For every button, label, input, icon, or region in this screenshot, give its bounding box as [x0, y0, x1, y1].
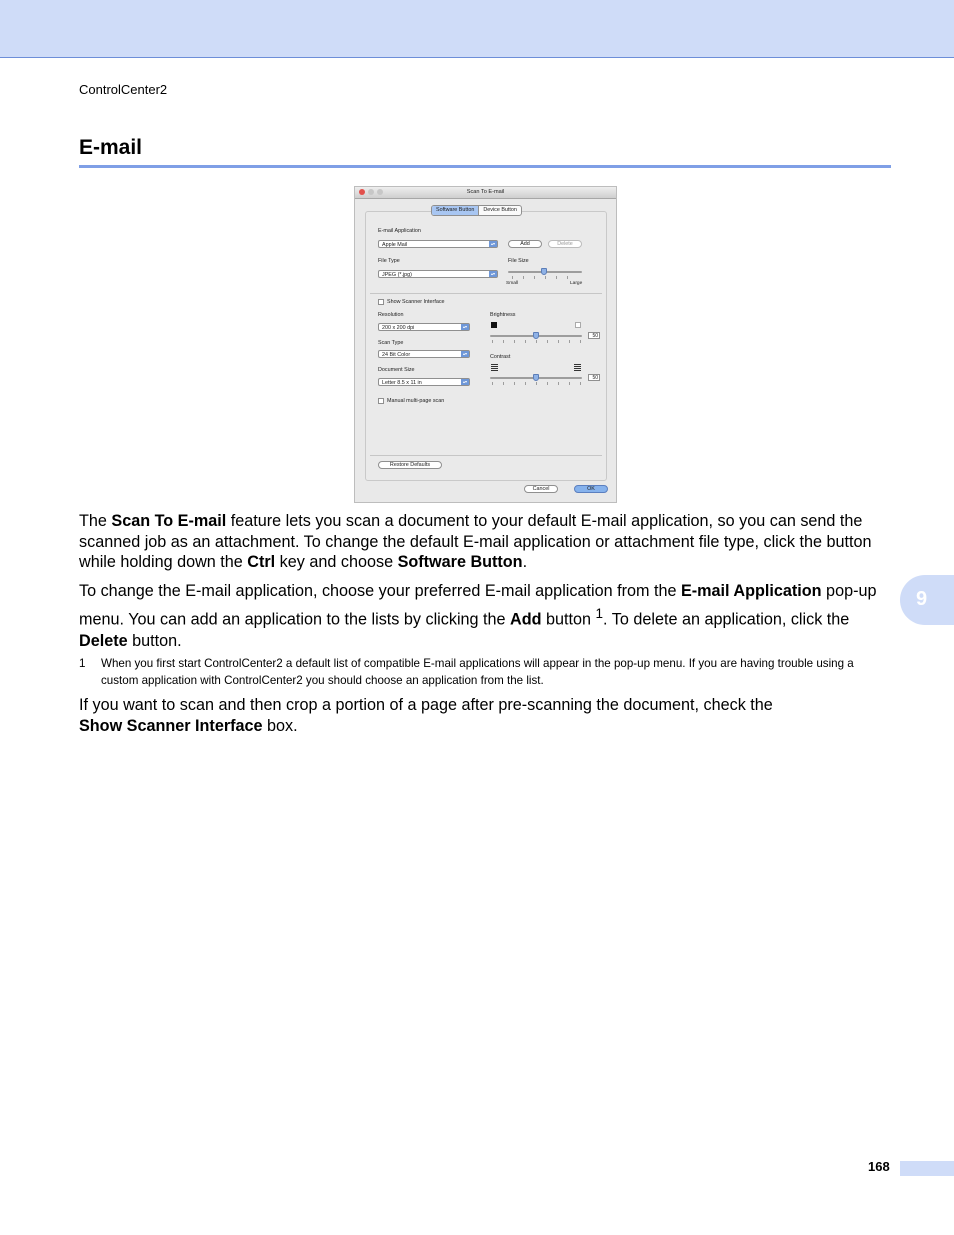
brightness-dark-icon — [491, 322, 497, 328]
chapter-tab — [900, 575, 954, 625]
contrast-high-icon — [574, 364, 581, 371]
brightness-label: Brightness — [490, 312, 516, 318]
show-scanner-interface-checkbox[interactable] — [378, 299, 384, 305]
file-type-value: JPEG (*.jpg) — [382, 272, 412, 278]
scan-type-value: 24 Bit Color — [382, 352, 411, 358]
resolution-label: Resolution — [378, 312, 404, 318]
text-run: . — [522, 553, 528, 571]
contrast-label: Contrast — [490, 354, 511, 360]
file-type-popup[interactable] — [378, 270, 498, 278]
popup-arrows-icon: ▴▾ — [490, 271, 495, 276]
restore-defaults-button[interactable]: Restore Defaults — [378, 461, 442, 469]
page-number: 168 — [868, 1159, 890, 1174]
contrast-slider-knob[interactable] — [533, 374, 539, 381]
scan-type-label: Scan Type — [378, 340, 404, 346]
brightness-value-field[interactable]: 50 — [588, 332, 600, 339]
text-run: To change the E-mail application, choose your preferred E-mail application from the — [79, 582, 681, 600]
term-ctrl: Ctrl — [247, 553, 276, 571]
running-header: ControlCenter2 — [79, 82, 168, 97]
footnote — [79, 656, 891, 689]
paragraph-change-email-app — [79, 580, 891, 653]
term-email-application: E-mail Application — [680, 582, 822, 600]
popup-arrows-icon: ▴▾ — [490, 241, 495, 246]
tab-device-button[interactable]: Device Button — [483, 207, 517, 213]
tab-segment — [431, 205, 522, 216]
resolution-popup[interactable] — [378, 323, 470, 331]
term-add: Add — [510, 609, 542, 628]
brightness-light-icon — [575, 322, 581, 328]
add-button[interactable]: Add — [508, 240, 542, 248]
email-app-value: Apple Mail — [382, 242, 408, 248]
contrast-value-field[interactable]: 50 — [588, 374, 600, 381]
scan-type-popup[interactable] — [378, 350, 470, 358]
brightness-slider-knob[interactable] — [533, 332, 539, 339]
scan-to-email-dialog — [354, 186, 617, 503]
text-run: feature lets you scan a document to your default E-mail application, so you can send the scanned job as an attachment. To change the default E-mail application or attachment file type, click the button while holding down the — [79, 512, 872, 571]
title-rule — [79, 165, 891, 168]
file-size-slider-knob[interactable] — [541, 268, 547, 275]
term-software-button: Software Button — [397, 553, 523, 571]
settings-panel — [365, 211, 607, 481]
header-band — [0, 0, 954, 58]
footnote-number: 1 — [79, 657, 86, 670]
file-size-ticks — [512, 276, 578, 279]
document-size-popup[interactable] — [378, 378, 470, 386]
file-size-small: Small — [506, 281, 518, 286]
section-title: E-mail — [79, 136, 143, 159]
text-run: button. — [127, 632, 182, 651]
file-size-large: Large — [570, 281, 583, 286]
show-scanner-interface-label: Show Scanner Interface — [387, 299, 445, 305]
paragraph-show-scanner — [79, 695, 891, 736]
paragraph-scan-to-email — [79, 511, 891, 573]
delete-button[interactable]: Delete — [548, 240, 582, 248]
text-run: If you want to scan and then crop a portion of a page after pre-scanning the document, check the — [79, 696, 773, 714]
resolution-value: 200 x 200 dpi — [382, 325, 415, 331]
brightness-ticks — [492, 340, 582, 343]
tab-software-button[interactable]: Software Button — [432, 206, 479, 215]
file-type-label: File Type — [378, 258, 400, 264]
document-size-label: Document Size — [378, 367, 415, 373]
popup-arrows-icon: ▴▾ — [462, 351, 467, 356]
text-run: pop-up menu. You can add an application to the lists by clicking the — [79, 582, 877, 628]
text-run: The — [79, 512, 112, 530]
footnote-ref: 1 — [595, 605, 604, 621]
contrast-low-icon — [491, 364, 498, 371]
term-show-scanner-interface: Show Scanner Interface — [79, 716, 263, 735]
term-delete: Delete — [79, 632, 128, 651]
ok-button[interactable]: OK — [574, 485, 608, 493]
chapter-number: 9 — [916, 588, 928, 610]
email-app-label: E-mail Application — [378, 228, 421, 234]
footnote-text: When you first start ControlCenter2 a default list of compatible E-mail applications will appear in the pop-up menu. If you are having trouble using a custom application with ControlCenter2 you should choose an application from the list. — [101, 657, 854, 687]
text-run: button — [541, 609, 596, 628]
cancel-button[interactable]: Cancel — [524, 485, 558, 493]
text-run: key and choose — [275, 553, 398, 571]
contrast-ticks — [492, 382, 582, 385]
text-run: box. — [262, 716, 298, 735]
file-size-label: File Size — [508, 258, 529, 264]
term-scan-to-email: Scan To E-mail — [111, 512, 227, 530]
page-number-bar — [900, 1161, 954, 1176]
document-size-value: Letter 8.5 x 11 in — [382, 380, 422, 386]
popup-arrows-icon: ▴▾ — [462, 379, 467, 384]
popup-arrows-icon: ▴▾ — [462, 324, 467, 329]
text-run: . To delete an application, click the — [603, 609, 850, 628]
manual-multipage-checkbox[interactable] — [378, 398, 384, 404]
manual-multipage-label: Manual multi-page scan — [387, 398, 445, 404]
separator — [370, 293, 602, 294]
window-title: Scan To E-mail — [466, 189, 505, 195]
separator — [370, 455, 602, 456]
email-app-popup[interactable] — [378, 240, 498, 248]
window-titlebar — [355, 187, 616, 199]
